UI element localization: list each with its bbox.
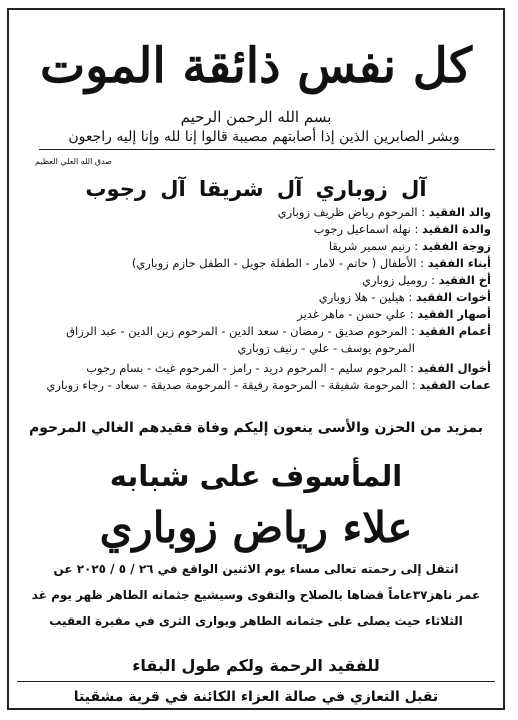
- relative-label: أخ الفقيد: [438, 273, 491, 287]
- relative-row: أبناء الفقيد : الأطفال ( حاتم - لامار - الطفلة جويل - الطفل حازم زوباري): [131, 256, 491, 270]
- verse-source: صدق الله العلي العظيم: [35, 157, 113, 166]
- relative-value: المرحومة شفيقة - المرحومة رفيقة - المرحومة صديقة - سعاد - رجاء زوباري: [46, 378, 409, 392]
- relative-value: الأطفال ( حاتم - لامار - الطفلة جويل - الطفل حازم زوباري): [131, 256, 417, 270]
- relative-row-continued: المرحوم يوسف - علي - رنيف زوباري: [237, 341, 415, 355]
- deceased-name: علاء رياض زوباري: [99, 503, 413, 552]
- relative-value: نهله اسماعيل رجوب: [313, 222, 411, 236]
- relative-value: رنيم سمير شريقا: [328, 239, 411, 253]
- relative-row: أخ الفقيد : روميل زوباري: [361, 273, 491, 287]
- relative-label: والد الفقيد: [428, 205, 491, 219]
- relative-value: علي حسن - ماهر غدير: [297, 307, 407, 321]
- relative-row: عمات الفقيد : المرحومة شفيقة - المرحومة رفيقة - المرحومة صديقة - سعاد - رجاء زوباري: [46, 378, 491, 392]
- relative-label: والدة الفقيد: [422, 222, 491, 236]
- relative-value: روميل زوباري: [361, 273, 428, 287]
- death-details-line: عمر ناهز٣٧عاماً قضاها بالصلاح والتقوى وسيشيع جثمانه الطاهر ظهر يوم غد: [31, 588, 481, 602]
- relative-label: أخوات الفقيد: [415, 290, 491, 304]
- verse-underline: [39, 149, 495, 150]
- condolence-divider: [17, 681, 495, 682]
- death-details-line: انتقل إلى رحمته تعالى مساء يوم الاثنين الواقع في ٢٦ / ٥ / ٢٠٢٥ عن: [53, 562, 459, 576]
- relative-value: هيلين - هلا زوباري: [318, 290, 405, 304]
- relative-row: والدة الفقيد : نهله اسماعيل رجوب: [313, 222, 491, 236]
- relative-row: زوجة الفقيد : رنيم سمير شريقا: [328, 239, 491, 253]
- regret-line: المأسوف على شبابه: [109, 459, 403, 493]
- relative-row: أخوات الفقيد : هيلين - هلا زوباري: [318, 290, 491, 304]
- grief-announcement: بمزيد من الحزن والأسى ينعون إليكم وفاة فقيدهم الغالي المرحوم: [28, 420, 483, 436]
- headline: كل نفس ذائقة الموت: [40, 38, 472, 94]
- relative-value: المرحوم سليم - المرحوم دريد - رامز - المرحوم غيث - بسام رجوب: [86, 361, 407, 375]
- relative-value: المرحوم رياض ظريف زوباري: [277, 205, 418, 219]
- relative-row: أخوال الفقيد : المرحوم سليم - المرحوم دريد - رامز - المرحوم غيث - بسام رجوب: [86, 361, 491, 375]
- basmala: بسم الله الرحمن الرحيم: [180, 108, 332, 126]
- relative-row: أعمام الفقيد : المرحوم صديق - رمضان - سعد الدين - المرحوم زين الدين - عبد الرزاق: [66, 324, 491, 338]
- relative-label: أصهار الفقيد: [417, 307, 491, 321]
- obituary-frame: [7, 8, 505, 710]
- quran-verse: وبشر الصابرين الذين إذا أصابتهم مصيبة قالوا إنا لله وإنا إليه راجعون: [68, 129, 460, 145]
- relative-value: المرحوم صديق - رمضان - سعد الدين - المرحوم زين الدين - عبد الرزاق: [66, 324, 408, 338]
- relative-label: أعمام الفقيد: [418, 324, 491, 338]
- condolence-location: تقبل التعازي في صالة العزاء الكائنة في قرية مشقيتا: [73, 689, 439, 705]
- relative-label: عمات الفقيد: [419, 378, 491, 392]
- relative-label: زوجة الفقيد: [421, 239, 491, 253]
- relative-row: والد الفقيد : المرحوم رياض ظريف زوباري: [277, 205, 491, 219]
- relative-label: أبناء الفقيد: [427, 256, 491, 270]
- death-details-line: الثلاثاء حيث يصلى على جثمانه الطاهر ويوارى الثرى في مقبرة العقيب: [49, 614, 463, 628]
- relative-row: أصهار الفقيد : علي حسن - ماهر غدير: [297, 307, 491, 321]
- relative-label: أخوال الفقيد: [417, 361, 491, 375]
- family-names: آل زوباري آل شريقا آل رجوب: [85, 177, 427, 201]
- farewell-line: للفقيد الرحمة ولكم طول البقاء: [132, 656, 380, 675]
